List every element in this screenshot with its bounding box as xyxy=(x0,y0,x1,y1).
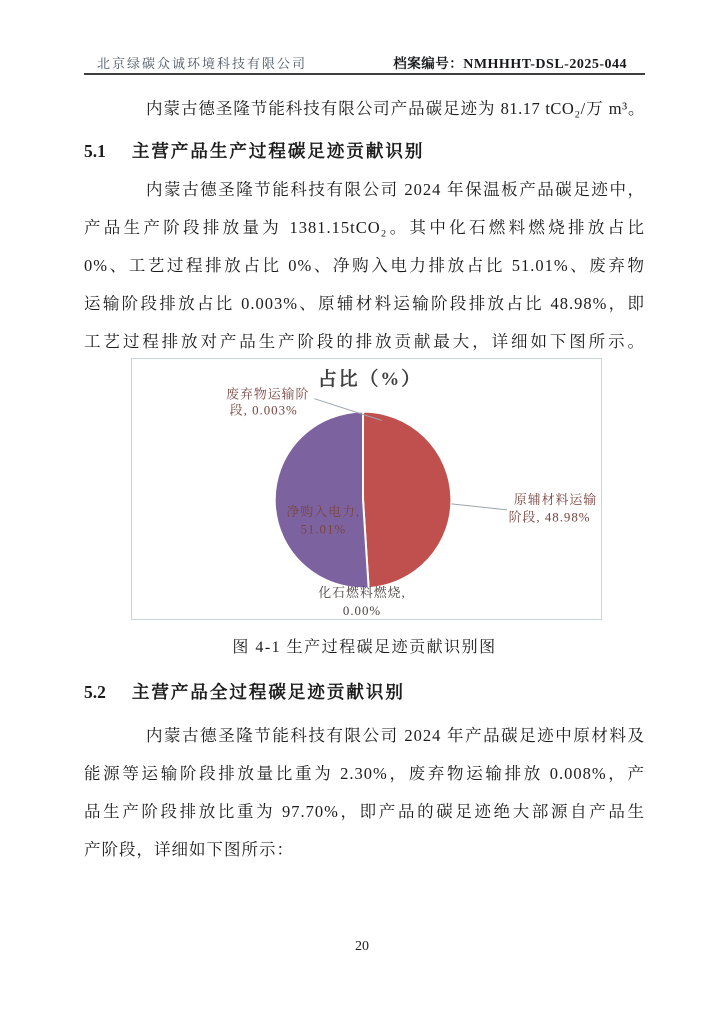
paragraph-line: 产品生产阶段排放量为 1381.15tCO₂。其中化石燃料燃烧排放占比 xyxy=(84,218,645,237)
pie-chart xyxy=(132,359,601,619)
label-raw-materials: 阶段, 48.98% xyxy=(508,510,591,525)
label-waste-transport: 段, 0.003% xyxy=(229,403,298,418)
paragraph-line: 内蒙古德圣隆节能科技有限公司 2024 年保温板产品碳足迹中， xyxy=(146,180,645,199)
heading-title: 主营产品生产过程碳足迹贡献识别 xyxy=(131,141,425,161)
intro-line: 内蒙古德圣隆节能科技有限公司产品碳足迹为 81.17 tCO₂/万 m³。 xyxy=(146,99,645,118)
page-header xyxy=(84,52,645,73)
paragraph-line: 产阶段，详细如下图所示： xyxy=(84,840,294,859)
paragraph-line: 运输阶段排放占比 0.003%、原辅材料运输阶段排放占比 48.98%，即 xyxy=(84,294,645,313)
paragraph-line: 能源等运输阶段排放量比重为 2.30%，废弃物运输排放 0.008%，产 xyxy=(84,764,645,783)
heading-title: 主营产品全过程碳足迹贡献识别 xyxy=(131,682,405,702)
section-5-2-paragraph xyxy=(84,717,645,869)
label-electricity: 净购入电力, xyxy=(286,504,361,519)
section-5-2-heading xyxy=(84,679,405,704)
pie-slice-electricity xyxy=(275,412,369,589)
label-electricity: 51.01% xyxy=(300,522,347,537)
paragraph-line: 0%、工艺过程排放占比 0%、净购入电力排放占比 51.01%、废弃物 xyxy=(84,256,645,275)
doc-number-label: 档案编号： xyxy=(393,56,464,71)
section-5-1-paragraph xyxy=(84,171,645,361)
intro-paragraph xyxy=(84,94,645,124)
section-5-1-heading xyxy=(84,138,424,163)
doc-number-block xyxy=(393,52,627,73)
heading-number: 5.2 xyxy=(84,682,106,702)
paragraph-line: 工艺过程排放对产品生产阶段的排放贡献最大，详细如下图所示。 xyxy=(84,332,645,351)
label-fossil-fuel: 化石燃料燃烧, xyxy=(318,586,406,601)
leader-line-raw-materials xyxy=(451,504,507,510)
pie-slice-raw-materials xyxy=(363,412,451,588)
label-raw-materials: 原辅材料运输 xyxy=(513,492,598,507)
label-waste-transport: 废弃物运输阶 xyxy=(226,387,310,402)
page-number: 20 xyxy=(355,939,369,954)
figure-caption: 图 4-1 生产过程碳足迹贡献识别图 xyxy=(232,639,497,656)
doc-number: NMHHHT-DSL-2025-044 xyxy=(463,57,627,72)
paragraph-line: 内蒙古德圣隆节能科技有限公司 2024 年产品碳足迹中原材料及 xyxy=(146,726,645,745)
paragraph-line: 品生产阶段排放比重为 97.70%，即产品的碳足迹绝大部源自产品生 xyxy=(84,802,645,821)
label-fossil-fuel: 0.00% xyxy=(342,604,382,619)
pie-chart-figure xyxy=(131,358,602,620)
heading-number: 5.1 xyxy=(84,141,106,161)
header-rule xyxy=(84,73,645,75)
chart-title: 占比（%） xyxy=(317,368,423,390)
company-name: 北京绿碳众诚环境科技有限公司 xyxy=(97,56,308,71)
